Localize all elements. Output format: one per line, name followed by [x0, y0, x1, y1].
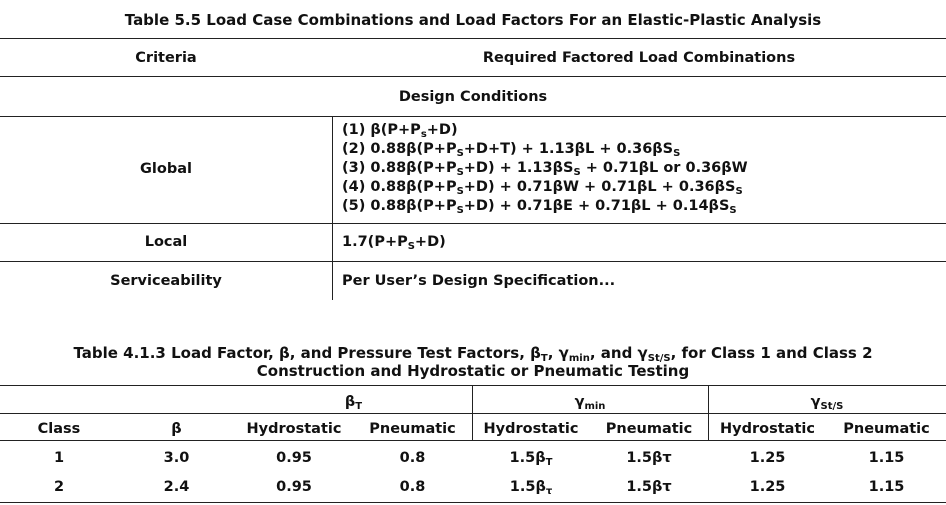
cell-beta-t-pneumatic: 0.8 — [399, 450, 426, 466]
cell-gamma-min-hydrostatic: $1.5\beta_\tau$ — [509, 479, 553, 497]
header-gamma-min-hydrostatic: Hydrostatic — [483, 421, 579, 437]
cell-gamma-sts-hydrostatic: 1.25 — [749, 479, 786, 495]
global-combination: (5) $0.88\beta(P+P_S+D) + 0.71\beta E + 0.71\beta L + 0.14\beta S_S$ — [342, 198, 737, 216]
cell-beta-t-pneumatic: 0.8 — [399, 479, 426, 495]
global-row-rule — [0, 223, 946, 224]
cell-class: 2 — [53, 479, 65, 495]
header-gamma-sts-pneumatic: Pneumatic — [843, 421, 930, 437]
cell-class: 1 — [53, 450, 65, 466]
cell-gamma-sts-pneumatic: 1.15 — [868, 479, 905, 495]
cell-gamma-min-pneumatic: 1.5βτ — [626, 450, 672, 466]
required-combinations-header: Required Factored Load Combinations — [482, 50, 796, 66]
local-label: Local — [144, 234, 188, 250]
cell-gamma-sts-hydrostatic: 1.25 — [749, 450, 786, 466]
header-gamma-min-pneumatic: Pneumatic — [605, 421, 693, 437]
cell-beta: 3.0 — [163, 450, 190, 466]
table-1-top-rule — [0, 38, 946, 39]
criteria-header: Criteria — [135, 50, 197, 66]
table-2-header-rule — [0, 440, 946, 441]
beta-t-group-header: $\beta_T$ — [344, 394, 363, 412]
table-1-column-divider — [332, 116, 333, 300]
global-combination: (4) $0.88\beta(P+P_S+D) + 0.71\beta W + 0.71\beta L + 0.36\beta S_S$ — [342, 179, 743, 197]
table-4-1-3-title-line-2: Construction and Hydrostatic or Pneumatic Testing — [256, 362, 690, 380]
gamma-sts-group-header: $\gamma_{St/S}$ — [810, 394, 844, 412]
table-2-bottom-rule — [0, 502, 946, 503]
design-conditions-heading: Design Conditions — [398, 89, 548, 105]
table-4-1-3-title-line-1: Table 4.1.3 Load Factor, β, and Pressure Test Factors, $\beta_T$, $\gamma_{min}$, and $\gamma_{St/S}$, for Class 1 and Class 2 — [73, 344, 873, 364]
global-label: Global — [140, 161, 192, 177]
cell-beta: 2.4 — [163, 479, 190, 495]
header-class: Class — [37, 421, 81, 437]
global-combination: (2) $0.88\beta(P+P_S+D+T) + 1.13\beta L + 0.36\beta S_S$ — [342, 141, 681, 159]
serviceability-value: Per User’s Design Specification... — [342, 273, 616, 289]
cell-gamma-sts-pneumatic: 1.15 — [868, 450, 905, 466]
table-2-top-rule — [0, 385, 946, 386]
header-beta: β — [171, 421, 182, 437]
local-row-rule — [0, 261, 946, 262]
header-beta-t-pneumatic: Pneumatic — [369, 421, 456, 437]
table-1-header-rule — [0, 76, 946, 77]
global-combination: (1) $\beta(P+P_s+D)$ — [342, 122, 458, 140]
gamma-min-group-header: $\gamma_{min}$ — [574, 394, 606, 412]
header-gamma-sts-hydrostatic: Hydrostatic — [720, 421, 815, 437]
table-2-group-rule — [0, 413, 946, 414]
design-conditions-rule — [0, 116, 946, 117]
table-5-5-title: Table 5.5 Load Case Combinations and Load Factors For an Elastic-Plastic Analysis — [124, 11, 822, 29]
cell-beta-t-hydrostatic: 0.95 — [276, 479, 312, 495]
header-beta-t-hydrostatic: Hydrostatic — [246, 421, 342, 437]
cell-gamma-min-hydrostatic: $1.5\beta_T$ — [509, 450, 553, 468]
local-combination: $1.7(P+P_S+D)$ — [342, 234, 446, 252]
cell-beta-t-hydrostatic: 0.95 — [276, 450, 312, 466]
global-combination: (3) $0.88\beta(P+P_S+D) + 1.13\beta S_S + 0.71\beta L$ or 0.36βW — [342, 160, 748, 178]
serviceability-label: Serviceability — [110, 273, 222, 289]
cell-gamma-min-pneumatic: 1.5βτ — [626, 479, 672, 495]
